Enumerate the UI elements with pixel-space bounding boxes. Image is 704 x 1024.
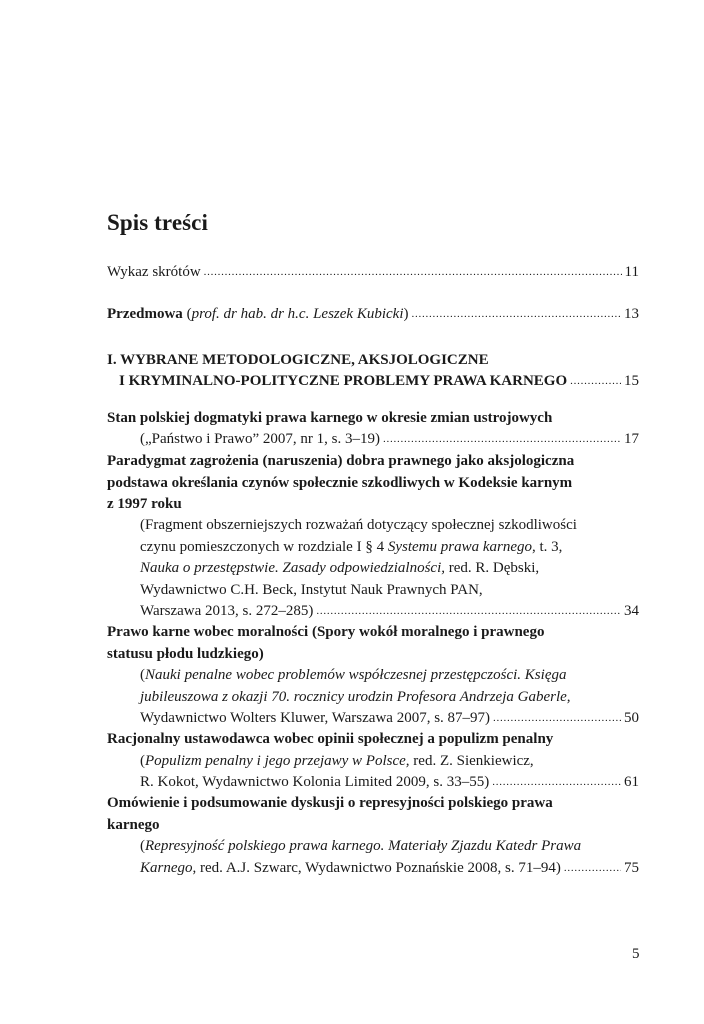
- entry-2-source-line1: (Fragment obszerniejszych rozważań dotyczący społecznej szkodliwości: [140, 517, 577, 533]
- entry-2-title-line3: z 1997 roku: [107, 496, 182, 512]
- entry-1-title: Stan polskiej dogmatyki prawa karnego w okresie zmian ustrojowych: [107, 410, 553, 426]
- entry-page: 13: [624, 306, 639, 322]
- page-title: Spis treści: [107, 210, 208, 235]
- entry-5-source-line1: (Represyjność polskiego prawa karnego. Materiały Zjazdu Katedr Prawa: [140, 838, 582, 854]
- page-number: 5: [632, 946, 640, 962]
- entry-3-title-line2: statusu płodu ludzkiego): [107, 646, 264, 662]
- entry-3-title-line1: Prawo karne wobec moralności (Spory wokół moralnego i prawnego: [107, 624, 545, 640]
- leader-dots: [316, 601, 621, 622]
- entry-2-title-line1: Paradygmat zagrożenia (naruszenia) dobra prawnego jako aksjologiczna: [107, 453, 575, 469]
- toc-entry-wykaz: [107, 262, 639, 284]
- section-heading-line2: I KRYMINALNO-POLITYCZNE PROBLEMY PRAWA KARNEGO . . . 15: [119, 371, 639, 393]
- entry-5-title-line1: Omówienie i podsumowanie dyskusji o represyjności polskiego prawa: [107, 795, 553, 811]
- entry-5-title-line2: karnego: [107, 817, 160, 833]
- entry-page: 34: [624, 603, 639, 619]
- leader-dots: [412, 304, 622, 325]
- toc-entry-przedmowa: [107, 304, 639, 326]
- entry-2-source-line2: czynu pomieszczonych w rozdziale I § 4 Systemu prawa karnego, t. 3,: [140, 539, 563, 555]
- entry-3-source-line2: jubileuszowa z okazji 70. rocznicy urodzin Profesora Andrzeja Gaberle,: [140, 689, 571, 705]
- entry-label: Wykaz skrótów: [107, 264, 201, 280]
- entry-1-source: („Państwo i Prawo” 2007, nr 1, s. 3–19) . . . 17: [140, 429, 639, 451]
- entry-4-source-line1: (Populizm penalny i jego przejawy w Polsce, red. Z. Sienkiewicz,: [140, 753, 534, 769]
- entry-3-source-line1: (Nauki penalne wobec problemów współczesnej przestępczości. Księga: [140, 667, 567, 683]
- leader-dots: [570, 371, 621, 392]
- leader-dots: [204, 262, 622, 283]
- entry-4-source-line2: R. Kokot, Wydawnictwo Kolonia Limited 2009, s. 33–55) . . . 61: [140, 772, 639, 794]
- entry-label: Przedmowa (prof. dr hab. dr h.c. Leszek Kubicki): [107, 306, 409, 322]
- entry-4-title: Racjonalny ustawodawca wobec opinii społecznej a populizm penalny: [107, 731, 554, 747]
- leader-dots: [383, 429, 621, 450]
- entry-2-source-line3: Nauka o przestępstwie. Zasady odpowiedzialności, red. R. Dębski,: [140, 560, 540, 576]
- leader-dots: [492, 772, 621, 793]
- entry-page: 50: [624, 710, 639, 726]
- leader-dots: [564, 858, 621, 879]
- entry-2-source-line5: Warszawa 2013, s. 272–285) . . . 34: [140, 601, 639, 623]
- entry-page: 11: [624, 264, 639, 280]
- entry-page: 17: [624, 431, 639, 447]
- leader-dots: [493, 708, 621, 729]
- entry-3-source-line3: Wydawnictwo Wolters Kluwer, Warszawa 2007, s. 87–97) . . . 50: [140, 708, 639, 730]
- entry-2-title-line2: podstawa określania czynów społecznie szkodliwych w Kodeksie karnym: [107, 475, 573, 491]
- entry-2-source-line4: Wydawnictwo C.H. Beck, Instytut Nauk Prawnych PAN,: [140, 582, 483, 598]
- entry-5-source-line2: Karnego, red. A.J. Szwarc, Wydawnictwo Poznańskie 2008, s. 71–94) . . . 75: [140, 858, 639, 880]
- entry-page: 61: [624, 774, 639, 790]
- entry-page: 15: [624, 373, 639, 389]
- entry-page: 75: [624, 860, 639, 876]
- section-heading-line1: I. WYBRANE METODOLOGICZNE, AKSJOLOGICZNE: [107, 352, 489, 368]
